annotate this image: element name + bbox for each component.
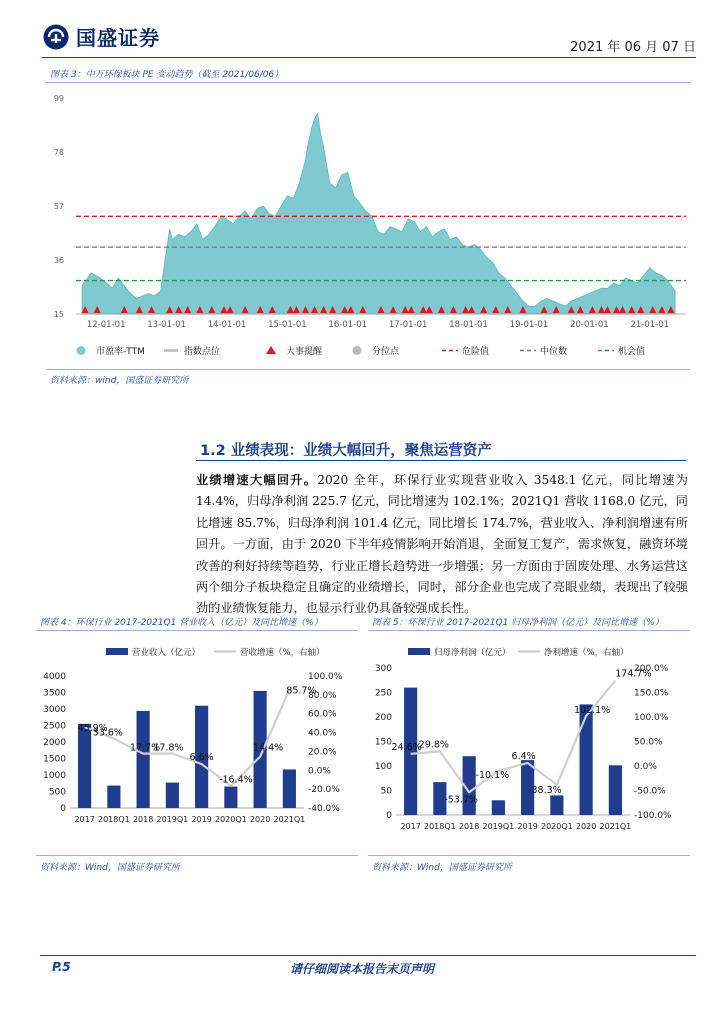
bar — [580, 704, 593, 815]
figure-5-bottom-rule — [368, 855, 690, 856]
y-tick-label: 150 — [374, 737, 392, 748]
legend-swatch-events — [266, 346, 276, 354]
data-label: 29.8% — [418, 739, 449, 751]
x-tick-label: 19-01-01 — [509, 320, 549, 330]
x-tick-label: 16-01-01 — [328, 320, 368, 330]
data-label: -38.3% — [528, 784, 562, 796]
paragraph-body: 2020 全年，环保行业实现营业收入 3548.1 亿元，同比增速为 14.4%，归母净利润 225.7 亿元，同比增速为 102.1%；2021Q1 营收 1168.0 亿元，同比增速 85.7%，归母净利润 101.4 亿元，同比增长 174.7%，营业收入、净利润增速有所回升。一方面，由于 2020 下半年疫情影响开始消退，全面复工复产，需求恢复，融资环境改善的利好持续等趋势，行业正增长趋势进一步增强；另一方面由于固废处理、水务运营这两个细分子板块稳定且确定的业绩增长，同时，部分企业也完成了亮眼业绩，表现出了较强劲的业绩恢复能力，也显示行业仍具备较强成长性。 — [196, 473, 688, 616]
x-tick-label: 2020 — [575, 822, 597, 831]
y2-tick-label: 100.0% — [634, 713, 669, 723]
y2-tick-label: -20.0% — [308, 785, 340, 796]
body-paragraph — [196, 470, 688, 620]
y2-tick-label: -100.0% — [634, 811, 672, 821]
legend-label-bar: 营业收入（亿元） — [132, 648, 201, 658]
data-label: -16.4% — [219, 774, 253, 786]
y2-tick-label: -40.0% — [308, 804, 340, 814]
y2-tick-label: 50.0% — [634, 737, 663, 748]
data-label: 6.6% — [189, 752, 214, 764]
x-tick-label: 18-01-01 — [449, 320, 488, 330]
data-label: 14.4% — [253, 742, 284, 754]
legend-label-opportunity: 机会值 — [618, 347, 646, 357]
y2-tick-label: 40.0% — [308, 728, 337, 739]
data-label: 45.9% — [77, 723, 108, 735]
figure-4-title: 图表 4：环保行业 2017-2021Q1 营业收入（亿元）及同比增速（%） — [40, 618, 323, 628]
header-divider — [42, 57, 696, 58]
x-tick-label: 2018Q1 — [424, 822, 456, 831]
legend-label-pe: 市盈率-TTM — [96, 347, 145, 357]
legend-label-bar: 归母净利润（亿元） — [434, 648, 511, 658]
y2-tick-label: 20.0% — [308, 747, 337, 758]
figure-5-rule — [368, 630, 690, 631]
x-tick-label: 2020Q1 — [215, 815, 247, 824]
data-label: 17.7% — [130, 742, 161, 754]
revenue-chart — [36, 640, 358, 840]
x-tick-label: 20-01-01 — [570, 320, 609, 330]
x-tick-label: 2019Q1 — [156, 815, 189, 824]
x-tick-label: 2020 — [249, 815, 271, 824]
x-tick-label: 14-01-01 — [207, 320, 247, 330]
y2-tick-label: 100.0% — [308, 672, 343, 682]
y2-tick-label: 200.0% — [634, 664, 669, 674]
y2-tick-label: 80.0% — [308, 690, 337, 701]
paragraph-lead: 业绩增速大幅回升。 — [196, 473, 318, 487]
legend-swatch-quantile — [353, 346, 362, 355]
bar — [492, 800, 505, 815]
y-tick-label: 300 — [374, 664, 392, 674]
y-tick-label: 78 — [53, 148, 64, 157]
bar — [609, 765, 622, 815]
bar — [224, 787, 237, 808]
y-tick-label: 200 — [374, 713, 392, 723]
x-tick-label: 15-01-01 — [268, 320, 307, 330]
legend-label-events: 大事提醒 — [286, 347, 323, 357]
data-label: 6.4% — [511, 750, 536, 762]
legend-label-quantile: 分位点 — [372, 347, 400, 357]
y-tick-label: 50 — [380, 786, 392, 797]
y2-tick-label: 60.0% — [308, 709, 337, 720]
y-tick-label: 36 — [53, 256, 64, 265]
x-tick-label: 2021Q1 — [599, 822, 632, 831]
y-tick-label: 3500 — [43, 688, 66, 699]
x-tick-label: 2017 — [400, 822, 421, 831]
bar — [283, 769, 296, 808]
footer-disclaimer: 请仔细阅读本报告末页声明 — [289, 962, 434, 976]
y-tick-label: 500 — [48, 787, 66, 798]
y2-tick-label: 0.0% — [634, 762, 657, 772]
y-tick-label: 99 — [53, 94, 64, 103]
y-tick-label: 1500 — [43, 754, 66, 765]
legend-label-danger: 危险值 — [462, 347, 490, 357]
x-tick-label: 2018 — [132, 815, 154, 824]
x-tick-label: 2019Q1 — [482, 822, 515, 831]
x-tick-label: 12-01-01 — [86, 320, 126, 330]
x-tick-label: 21-01-01 — [630, 320, 670, 330]
y2-tick-label: -50.0% — [634, 786, 666, 797]
x-tick-label: 2019 — [191, 815, 212, 824]
figure-5-source: 资料来源：Wind，国盛证券研究所 — [372, 863, 512, 873]
data-label: 24.6% — [391, 741, 422, 753]
bar — [78, 724, 91, 808]
figure-3-title: 图表 3：中万环保板块 PE 变动趋势（截至 2021/06/06） — [50, 70, 284, 80]
y-tick-label: 0 — [60, 804, 66, 814]
y-tick-label: 1000 — [43, 771, 66, 781]
broker-logo — [42, 23, 70, 51]
legend-swatch-bar — [106, 648, 128, 655]
y-tick-label: 4000 — [43, 672, 66, 682]
legend-label-line: 营收增速（%，右轴） — [240, 648, 325, 658]
legend-label-line: 净利增速（%，右轴） — [544, 648, 629, 658]
data-label: 17.8% — [153, 742, 184, 754]
figure-3-rule — [46, 82, 690, 83]
data-label: -53.7% — [444, 794, 478, 806]
x-tick-label: 2019 — [517, 822, 538, 831]
y-tick-label: 3000 — [43, 705, 66, 715]
x-tick-label: 17-01-01 — [388, 320, 428, 330]
legend-label-index: 指数点位 — [184, 347, 221, 357]
broker-name: 国盛证券 — [76, 26, 160, 50]
section-title: 1.2 业绩表现：业绩大幅回升，聚焦运营资产 — [200, 443, 492, 459]
figure-4-source: 资料来源：Wind，国盛证券研究所 — [40, 863, 180, 873]
net-profit-chart — [368, 640, 690, 840]
report-date: 2021 年 06 月 07 日 — [570, 40, 696, 55]
section-rule — [196, 460, 686, 461]
x-tick-label: 2018 — [458, 822, 480, 831]
x-tick-label: 2020Q1 — [541, 822, 573, 831]
x-tick-label: 2017 — [74, 815, 95, 824]
y-tick-label: 100 — [374, 762, 392, 772]
bar — [166, 783, 179, 808]
y-tick-label: 0 — [386, 811, 392, 821]
y-tick-label: 2500 — [43, 721, 66, 732]
figure-3-bottom-rule — [46, 369, 690, 370]
data-label: 174.7% — [615, 668, 652, 680]
legend-swatch-pe — [77, 346, 86, 355]
y-tick-label: 2000 — [43, 738, 66, 748]
data-label: 33.6% — [92, 727, 123, 739]
footer-divider — [40, 955, 696, 956]
y2-tick-label: 0.0% — [308, 766, 331, 777]
page-number: P.5 — [52, 960, 71, 974]
pe-area-series — [82, 113, 675, 314]
y2-tick-label: 150.0% — [634, 688, 669, 699]
figure-4-bottom-rule — [36, 855, 358, 856]
data-label: 85.7% — [286, 685, 317, 697]
data-label: 102.1% — [574, 704, 611, 716]
data-label: -10.1% — [475, 769, 510, 781]
y-tick-label: 15 — [53, 310, 64, 319]
x-tick-label: 2021Q1 — [273, 815, 306, 824]
y-tick-label: 57 — [53, 202, 64, 211]
legend-swatch-bar — [408, 648, 430, 655]
figure-5-title: 图表 5：环保行业 2017-2021Q1 归母净利润（亿元）及同比增速（%） — [372, 618, 664, 628]
bar — [137, 711, 150, 808]
x-tick-label: 2018Q1 — [98, 815, 130, 824]
pe-trend-chart — [46, 86, 690, 368]
bar — [107, 786, 120, 808]
figure-3-source: 资料来源：wind，国盛证券研究所 — [50, 376, 189, 386]
legend-label-median: 中位数 — [540, 347, 568, 357]
x-tick-label: 13-01-01 — [147, 320, 186, 330]
y-tick-label: 250 — [374, 688, 392, 699]
figure-4-rule — [36, 630, 358, 631]
bar — [550, 795, 563, 815]
